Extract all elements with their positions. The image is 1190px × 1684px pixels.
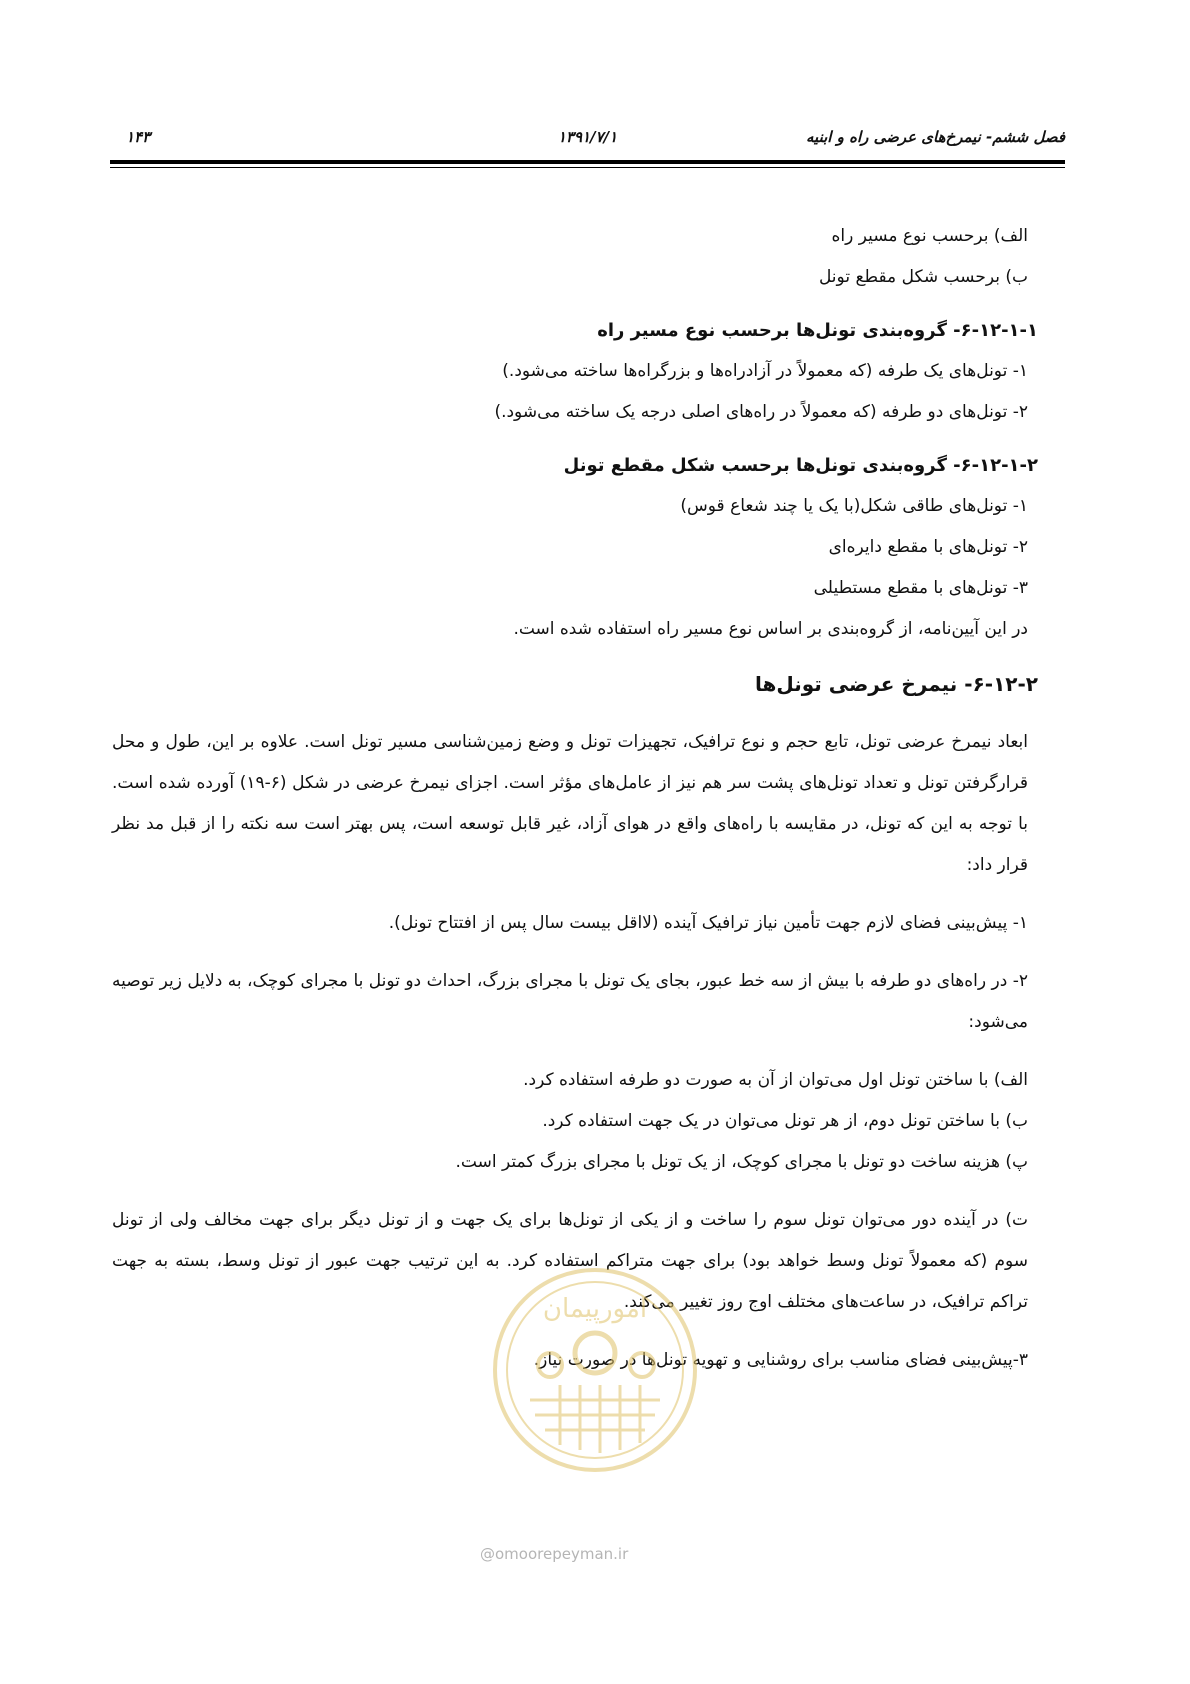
list-item: ۱- پیش‌بینی فضای لازم جهت تأمین نیاز ترافیک آینده (لااقل بیست سال پس از افتتاح تونل). (388, 913, 1028, 933)
watermark-logo (490, 1265, 700, 1475)
list-item: ۱- تونل‌های یک طرفه (که معمولاً در آزادراه‌ها و بزرگراه‌ها ساخته می‌شود.) (502, 361, 1028, 381)
section-heading: ۶-۱۲-۱-۱- گروه‌بندی تونل‌ها برحسب نوع مسیر راه (597, 320, 1038, 341)
chapter-title: فصل ششم- نیمرخ‌های عرضی راه و ابنیه (806, 128, 1065, 146)
page-header (110, 128, 1065, 158)
section-note: در این آیین‌نامه، از گروه‌بندی بر اساس نوع مسیر راه استفاده شده است. (513, 619, 1028, 639)
intro-item: الف) برحسب نوع مسیر راه (831, 226, 1028, 246)
section-heading: ۶-۱۲-۱-۲- گروه‌بندی تونل‌ها برحسب شکل مقطع تونل (563, 455, 1038, 476)
list-item: ۳-پیش‌بینی فضای مناسب برای روشنایی و تهویه تونل‌ها در صورت نیاز. (533, 1350, 1028, 1370)
list-item: ۳- تونل‌های با مقطع مستطیلی (813, 578, 1028, 598)
sub-list-item: ت) در آینده دور می‌توان تونل سوم را ساخت و از یکی از تونل‌ها برای یک جهت و از تونل دیگر برای جهت مخالف ولی از تونل سوم (که معمولاً تونل وسط خواهد بود) برای جهت متراکم استفاده کرد. به این ترتیب جهت عبور از تونل وسط، بسته به جهت تراکم ترافیک، در ساعت‌های مختلف اوج روز تغییر می‌کند. (112, 1210, 1028, 1312)
body-paragraph: ابعاد نیمرخ عرضی تونل، تابع حجم و نوع ترافیک، تجهیزات تونل و وضع زمین‌شناسی مسیر تونل است. علاوه بر این، طول و محل قرارگرفتن تونل و تعداد تونل‌های پشت سر هم نیز از عامل‌های مؤثر است. اجزای نیمرخ عرضی در شکل (۶-۱۹) آورده شده است. با توجه به این که تونل، در مقایسه با راه‌های واقع در هوای آزاد، غیر قابل توسعه است، پس بهتر است سه نکته را از قبل مد نظر قرار داد: (112, 732, 1028, 875)
list-item: ۲- در راه‌های دو طرفه با بیش از سه خط عبور، بجای یک تونل با مجرای بزرگ، احداث دو تونل با مجرای کوچک، به دلایل زیر توصیه می‌شود: (112, 971, 1028, 1032)
sub-list-item: ب) با ساختن تونل دوم، از هر تونل می‌توان در یک جهت استفاده کرد. (542, 1111, 1028, 1131)
page-number: ۱۴۳ (126, 128, 151, 146)
section-heading: ۶-۱۲-۲- نیمرخ عرضی تونل‌ها (754, 672, 1038, 696)
watermark-logo-text: امورپیمان (542, 1294, 648, 1324)
header-date: ۱۳۹۱/۷/۱ (557, 128, 618, 146)
watermark-url: @omoorepeyman.ir (480, 1545, 629, 1563)
header-rule-thin (110, 167, 1065, 168)
page-body (112, 216, 1038, 1381)
list-item: ۲- تونل‌های دو طرفه (که معمولاً در راه‌های اصلی درجه یک ساخته می‌شود.) (494, 402, 1028, 422)
sub-list-item: الف) با ساختن تونل اول می‌توان از آن به صورت دو طرفه استفاده کرد. (523, 1070, 1028, 1090)
list-item: ۱- تونل‌های طاقی شکل(با یک یا چند شعاع قوس) (680, 496, 1028, 516)
list-item: ۲- تونل‌های با مقطع دایره‌ای (828, 537, 1028, 557)
intro-item: ب) برحسب شکل مقطع تونل (818, 267, 1028, 287)
sub-list-item: پ) هزینه ساخت دو تونل با مجرای کوچک، از یک تونل با مجرای بزرگ کمتر است. (455, 1152, 1028, 1172)
header-rule-thick (110, 160, 1065, 164)
